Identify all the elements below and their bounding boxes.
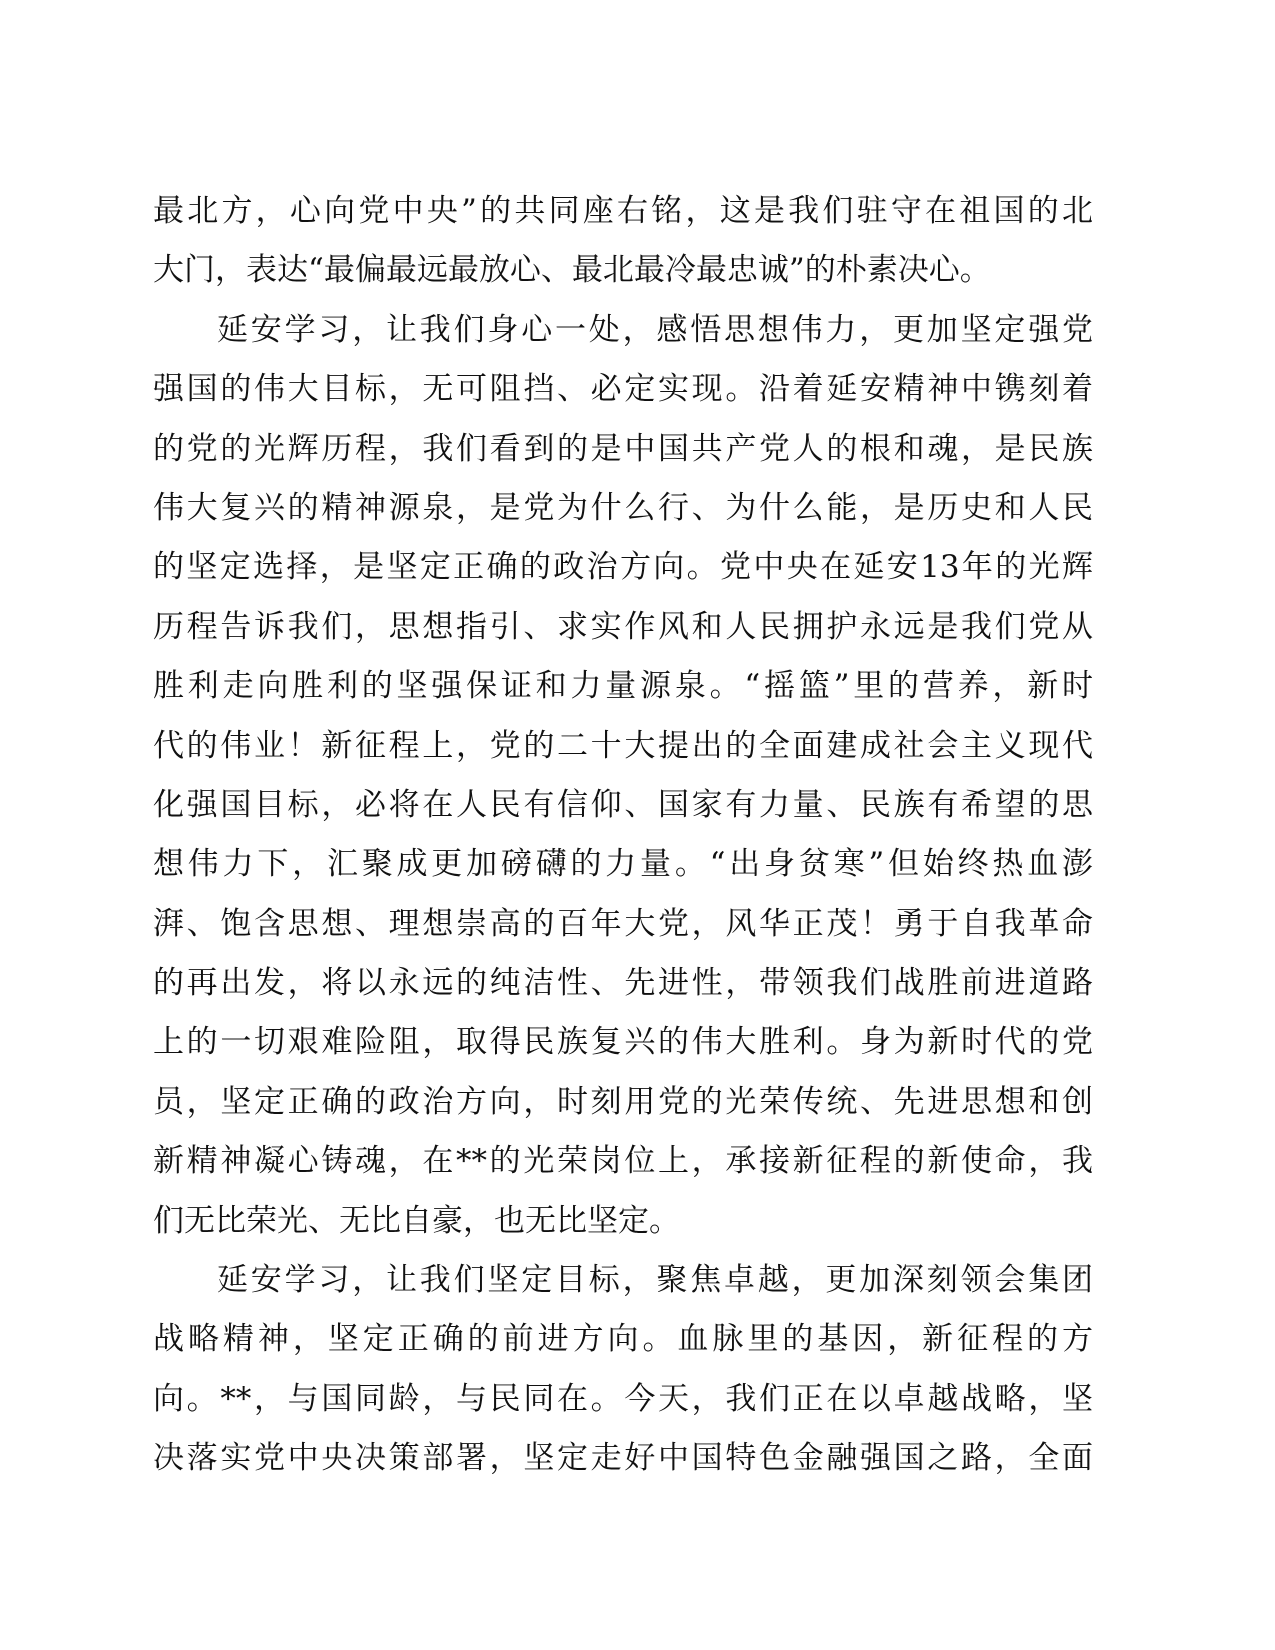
text-line: 的党的光辉历程，我们看到的是中国共产党人的根和魂，是民族 [153,430,1093,467]
text-line: 强国的伟大目标，无可阻挡、必定实现。沿着延安精神中镌刻着 [153,371,1093,408]
text-line: 员，坚定正确的政治方向，时刻用党的光荣传统、先进思想和创 [153,1083,1093,1120]
text-line: 战略精神，坚定正确的前进方向。血脉里的基因，新征程的方 [153,1321,1093,1358]
text-line: 向。**，与国同龄，与民同在。今天，我们正在以卓越战略，坚 [153,1380,1093,1417]
text-line: 伟大复兴的精神源泉，是党为什么行、为什么能，是历史和人民 [153,489,1093,526]
text-line: 湃、饱含思想、理想崇高的百年大党，风华正茂！勇于自我革命 [153,905,1093,942]
text-line: 上的一切艰难险阻，取得民族复兴的伟大胜利。身为新时代的党 [153,1024,1093,1061]
text-line: 想伟力下，汇聚成更加磅礴的力量。“出身贫寒”但始终热血澎 [153,846,1093,883]
text-line: 们无比荣光、无比自豪，也无比坚定。 [153,1202,680,1239]
text-line: 胜利走向胜利的坚强保证和力量源泉。“摇篮”里的营养，新时 [153,668,1093,705]
text-line: 最北方，心向党中央”的共同座右铭，这是我们驻守在祖国的北 [153,193,1093,229]
text-line: 的坚定选择，是坚定正确的政治方向。党中央在延安13年的光辉 [153,549,1093,586]
paragraph [153,301,1093,1251]
text-line: 延安学习，让我们身心一处，感悟思想伟力，更加坚定强党 [217,311,1093,348]
text-line: 决落实党中央决策部署，坚定走好中国特色金融强国之路，全面 [153,1440,1093,1477]
text-line: 化强国目标，必将在人民有信仰、国家有力量、民族有希望的思 [153,786,1093,823]
text-line: 延安学习，让我们坚定目标，聚焦卓越，更加深刻领会集团 [217,1262,1093,1299]
paragraph [153,182,1093,301]
text-line: 大门，表达“最偏最远最放心、最北最冷最忠诚”的朴素决心。 [153,252,991,289]
paragraph [153,1251,1093,1489]
body-text [153,182,1093,1489]
text-line: 历程告诉我们，思想指引、求实作风和人民拥护永远是我们党从 [153,608,1093,645]
text-line: 的再出发，将以永远的纯洁性、先进性，带领我们战胜前进道路 [153,965,1093,1002]
text-line: 代的伟业！新征程上，党的二十大提出的全面建成社会主义现代 [153,727,1093,764]
text-line: 新精神凝心铸魂，在**的光荣岗位上，承接新征程的新使命，我 [153,1143,1093,1180]
